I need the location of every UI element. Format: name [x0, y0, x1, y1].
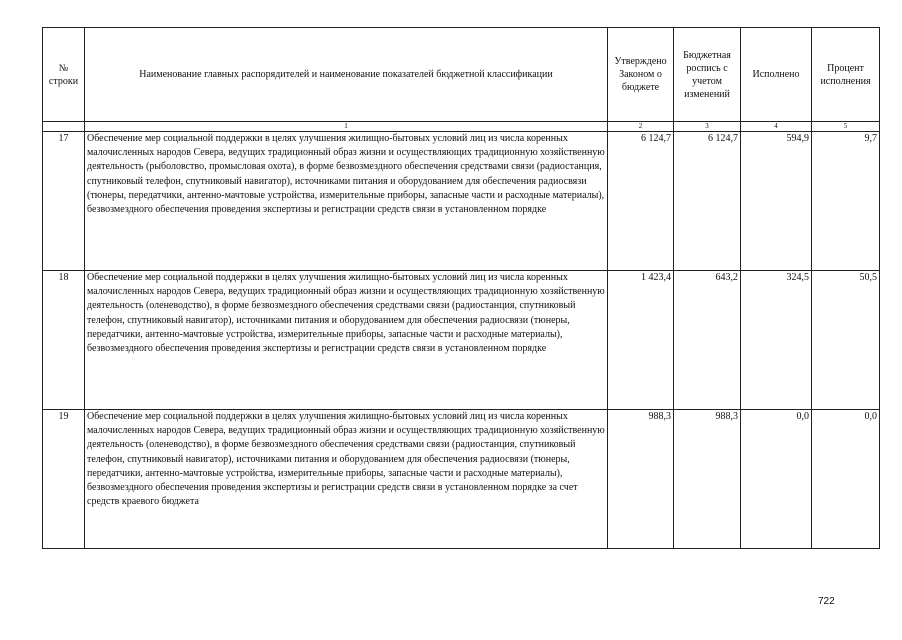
percent-value: 0,0	[812, 410, 880, 549]
executed-value: 0,0	[741, 410, 812, 549]
budget-list-value: 988,3	[674, 410, 741, 549]
column-index-row	[43, 122, 880, 132]
row-number: 17	[43, 132, 85, 271]
column-index: 1	[85, 122, 608, 132]
row-description: Обеспечение мер социальной поддержки в целях улучшения жилищно-бытовых условий лиц из числа коренных малочисленных народов Севера, ведущих традиционный образ жизни и осуществляющих традиционную хозяйственную деятельность (оленеводство), в форме безвозмездного обеспечения средствами связи (радиостанция, спутниковый телефон, спутниковый навигатор), источниками питания и оборудованием для обеспечения радиосвязи (тюнеры, передатчики, антенно-мачтовые устройства, измерительные приборы, запасные части и расходные материалы), безвозмездного обеспечения проведения экспертизы и регистрации средств связи в установленном порядке за счет средств краевого бюджета	[85, 410, 608, 549]
column-index: 4	[741, 122, 812, 132]
table-row	[43, 410, 880, 549]
page-number: 722	[818, 596, 835, 607]
executed-value: 324,5	[741, 271, 812, 410]
column-index: 2	[608, 122, 674, 132]
column-index: 3	[674, 122, 741, 132]
approved-value: 6 124,7	[608, 132, 674, 271]
row-description: Обеспечение мер социальной поддержки в целях улучшения жилищно-бытовых условий лиц из числа коренных малочисленных народов Севера, ведущих традиционный образ жизни и осуществляющих традиционную хозяйственную деятельность (оленеводство), в форме безвозмездного обеспечения средствами связи (радиостанция, спутниковый телефон, спутниковый навигатор), источниками питания и оборудованием для обеспечения радиосвязи (тюнеры, передатчики, антенно-мачтовые устройства, измерительные приборы, запасные части и расходные материалы), безвозмездного обеспечения проведения экспертизы и регистрации средств связи в установленном порядке	[85, 271, 608, 410]
header-executed: Исполнено	[741, 28, 812, 122]
header-percent: Процент исполнения	[812, 28, 880, 122]
header-approved: Утверждено Законом о бюджете	[608, 28, 674, 122]
percent-value: 50,5	[812, 271, 880, 410]
approved-value: 988,3	[608, 410, 674, 549]
table-row	[43, 271, 880, 410]
percent-value: 9,7	[812, 132, 880, 271]
budget-execution-table	[42, 27, 880, 549]
executed-value: 594,9	[741, 132, 812, 271]
column-index: 5	[812, 122, 880, 132]
budget-list-value: 643,2	[674, 271, 741, 410]
column-index	[43, 122, 85, 132]
header-row-no: № строки	[43, 28, 85, 122]
header-budget-list: Бюджетная роспись с учетом изменений	[674, 28, 741, 122]
table-row	[43, 132, 880, 271]
row-number: 19	[43, 410, 85, 549]
row-number: 18	[43, 271, 85, 410]
header-name: Наименование главных распорядителей и наименование показателей бюджетной классификации	[85, 28, 608, 122]
row-description: Обеспечение мер социальной поддержки в целях улучшения жилищно-бытовых условий лиц из числа коренных малочисленных народов Севера, ведущих традиционный образ жизни и осуществляющих традиционную хозяйственную деятельность (рыболовство, промысловая охота), в форме безвозмездного обеспечения средствами связи (радиостанция, спутниковый телефон, спутниковый навигатор), источниками питания и оборудованием для обеспечения радиосвязи (тюнеры, передатчики, антенно-мачтовые устройства, измерительные приборы, запасные части и расходные материалы), безвозмездного обеспечения проведения экспертизы и регистрации средств связи в установленном порядке	[85, 132, 608, 271]
budget-list-value: 6 124,7	[674, 132, 741, 271]
header-row	[43, 28, 880, 122]
approved-value: 1 423,4	[608, 271, 674, 410]
